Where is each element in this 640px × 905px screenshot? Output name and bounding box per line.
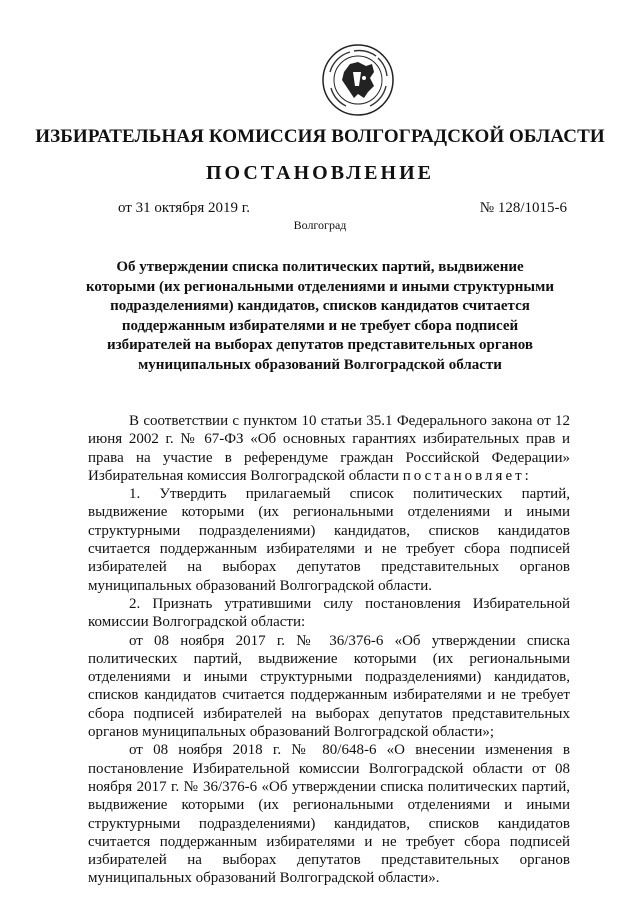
electoral-commission-emblem-icon (320, 42, 396, 118)
document-body (88, 412, 570, 888)
emblem-seal-graphic (320, 42, 396, 118)
document-number: № 128/1015-6 (479, 200, 567, 216)
intro-text: В соответствии с пунктом 10 статьи 35.1 Федерального закона от 12 июня 2002 г. № 67-ФЗ «Об основных гарантиях избирательных прав и права на участие в референдуме граждан Российской Федерации» Избирательная комиссия Волгоградской области (88, 413, 570, 484)
document-city: Волгоград (293, 218, 347, 232)
organization-name: ИЗБИРАТЕЛЬНАЯ КОМИССИЯ ВОЛГОГРАДСКОЙ ОБЛАСТИ (35, 126, 605, 147)
document-title: Об утверждении списка политических партий, выдвижение которыми (их региональными отделениями и иными структурными подразделениями) кандидатов, списков кандидатов считается поддержанным избирателями и не требует сбора подписей избирателей на выборах депутатов представительных органов муниципальных образований Волгоградской области (85, 259, 555, 373)
intro-paragraph (88, 412, 570, 485)
item-1-paragraph: 1. Утвердить прилагаемый список политических партий, выдвижение которыми (их региональными отделениями и иными структурными подразделениями) кандидатов, списков кандидатов считается поддержанным избирателями и не требует сбора подписей избирателей на выборах депутатов представительных органов муниципальных образований Волгоградской области. (88, 486, 570, 594)
document-type: ПОСТАНОВЛЕНИЕ (206, 162, 434, 184)
resolves-word: постановляет: (402, 467, 532, 484)
item-2a-paragraph: от 08 ноября 2017 г. № 36/376-6 «Об утверждении списка политических партий, выдвижение которыми (их региональными отделениями и иными структурными подразделениями) кандидатов, списков кандидатов считается поддержанным избирателями и не требует сбора подписей избирателей на выборах депутатов представительных органов муниципальных образований Волгоградской области»; (88, 632, 570, 741)
document-date: от 31 октября 2019 г. (118, 200, 250, 216)
item-2b-paragraph: от 08 ноября 2018 г. № 80/648-6 «О внесении изменения в постановление Избирательной комиссии Волгоградской области от 08 ноября 2017 г. № 36/376-6 «Об утверждении списка политических партий, выдвижение которыми (их региональными отделениями и иными структурными подразделениями) кандидатов, списков кандидатов считается поддержанным избирателями и не требует сбора подписей избирателей на выборах депутатов представительных органов муниципальных образований Волгоградской области». (88, 742, 570, 887)
item-2-paragraph: 2. Признать утратившими силу постановления Избирательной комиссии Волгоградской области: (88, 595, 570, 631)
